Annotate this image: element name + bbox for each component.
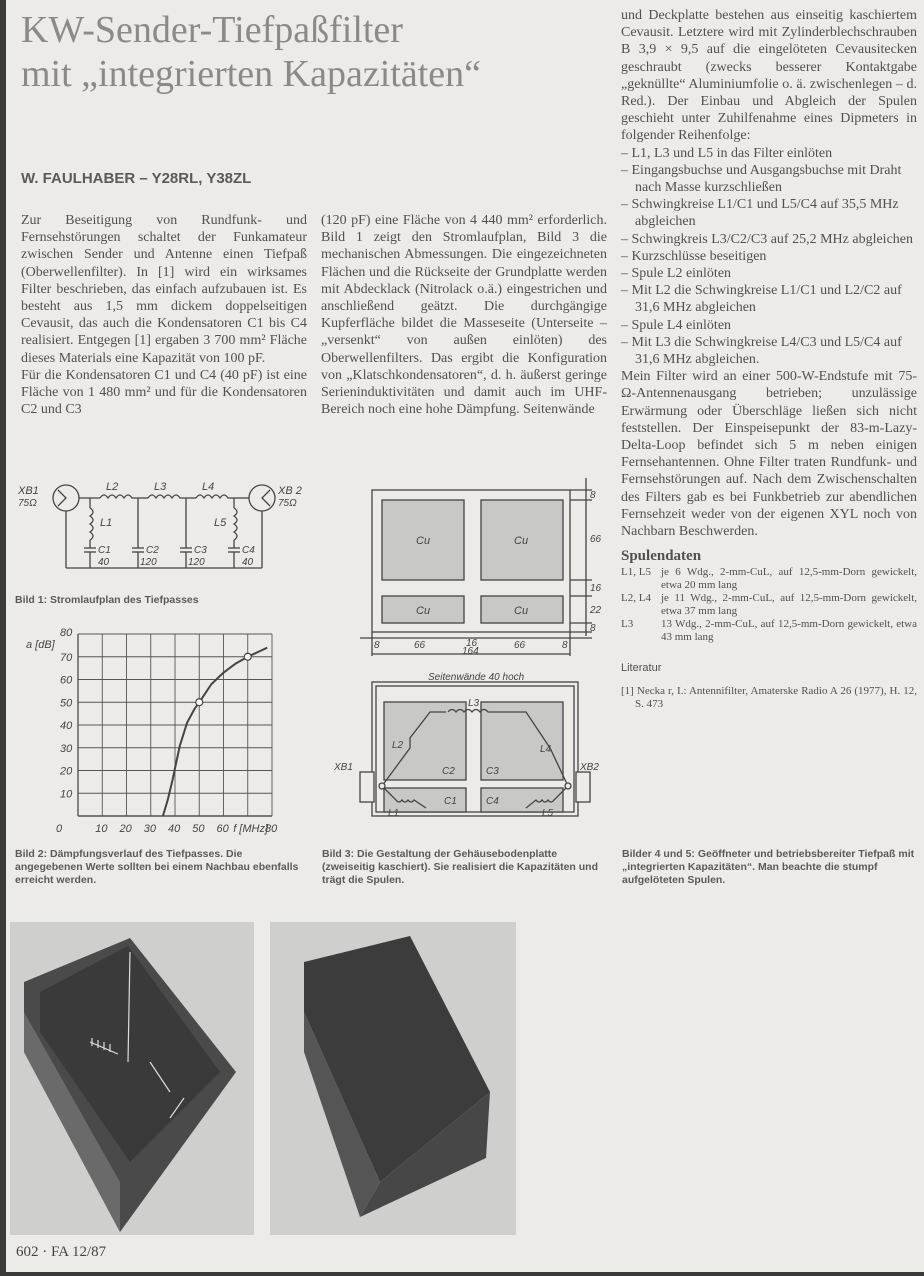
dim-label: 8 (562, 640, 568, 651)
coil-id: L2, L4 (621, 591, 651, 604)
dim-label: 16 (590, 583, 602, 594)
coil-id: L3 (621, 617, 634, 630)
y-tick-label: 40 (60, 720, 73, 732)
data-point-marker (196, 699, 203, 706)
dim-label: 22 (590, 605, 602, 616)
list-item: – Spule L4 einlöten (621, 317, 917, 334)
xb1-label: XB1 (334, 762, 353, 773)
text-column-3 (621, 7, 917, 711)
c3-value: 120 (188, 557, 205, 568)
coil-spec-row (621, 618, 917, 644)
y-tick-label: 70 (60, 651, 73, 664)
coil-l5 (234, 508, 237, 540)
sidewall-label: Seitenwände 40 hoch (428, 672, 525, 683)
xb1-impedance: 75Ω (18, 498, 37, 509)
x-tick-label: 30 (143, 823, 156, 835)
coil-l1 (90, 508, 93, 540)
cu-label: Cu (416, 605, 431, 617)
c4-label: C4 (242, 545, 255, 556)
coil-spec: je 11 Wdg., 2-mm-CuL, auf 12,5-mm-Dorn gewickelt, etwa 37 mm lang (661, 591, 917, 617)
list-item: – Schwingkreise L1/C1 und L5/C4 auf 35,5 MHz abgleichen (621, 196, 917, 230)
open-box-image (10, 922, 254, 1235)
paragraph: Mein Filter wird an einer 500-W-Endstufe mit 75-Ω-Antennenausgang betrieben; unzulässige Erwärmung oder Überschläge ließen sich nicht feststellen. Der Einspeisepunkt der 83-m-Lazy-Delta-Loop befindet sich 5 m neben einigen Fernsehantennen. Ohne Filter traten Rundfunk- und Fernsehstörungen auf. Nach dem Zwischenschalten des Filters gab es bei Funkbetrieb zur abendlichen Fernsehzeit weder von der eigenen XYL noch von Nachbarn Beschwerden. (621, 369, 917, 540)
bild3-caption: Bild 3: Die Gestaltung der Gehäusebodenplatte (zweiseitig kaschiert). Sie realisiert die Kapazitäten und trägt die Spulen. (322, 848, 599, 886)
l4-label: L4 (202, 481, 215, 493)
l5-label: L5 (542, 808, 554, 819)
text-column-2 (321, 212, 607, 418)
c3-label: C3 (486, 766, 499, 777)
y-tick-label: 10 (60, 788, 73, 801)
c2-label: C2 (442, 766, 455, 777)
c3-label: C3 (194, 545, 207, 556)
photo-closed-filter (270, 922, 516, 1235)
dim-label: 66 (514, 640, 526, 651)
x-tick-label: 10 (95, 823, 108, 835)
closed-box-image (270, 922, 516, 1235)
dim-label: 8 (374, 640, 380, 651)
board-layout-drawing (330, 476, 620, 656)
l4-label: L4 (540, 744, 552, 755)
dim-label: 164 (462, 646, 479, 656)
c1-label: C1 (98, 545, 111, 556)
y-axis-label: a [dB] (26, 639, 55, 651)
coil-id: L1, L5 (621, 565, 651, 578)
l2-label: L2 (106, 481, 119, 493)
l1-label: L1 (100, 517, 113, 529)
literatur-heading: Literatur (621, 661, 662, 674)
list-item: – Mit L2 die Schwingkreise L1/C1 und L2/C2 auf 31,6 MHz abgleichen (621, 282, 917, 316)
board-assembly-drawing (330, 668, 620, 828)
c2-label: C2 (146, 545, 159, 556)
xb2-impedance: 75Ω (278, 498, 297, 509)
xb1-label: XB1 (18, 485, 39, 497)
page-footer: 602 · FA 12/87 (16, 1244, 107, 1260)
bild45-caption: Bilder 4 und 5: Geöffneter und betriebsbereiter Tiefpaß mit „integrierten Kapazitäten“. Man beachte die stumpf aufgelöteten Spulen. (622, 848, 915, 886)
l3-label: L3 (154, 481, 167, 493)
y-tick-label: 50 (60, 697, 73, 710)
list-item: – Eingangsbuchse und Ausgangsbuchse mit Draht nach Masse kurzschließen (621, 162, 917, 196)
c2-value: 120 (140, 557, 157, 568)
x-tick-label: 50 (192, 823, 205, 835)
photo-open-filter (10, 922, 254, 1235)
title-line-1: KW-Sender-Tiefpaßfilter (21, 9, 403, 51)
bild1-caption: Bild 1: Stromlaufplan des Tiefpasses (15, 594, 199, 606)
c4-value: 40 (242, 557, 254, 568)
x-tick-label: 60 (216, 823, 229, 835)
data-point-marker (244, 653, 251, 660)
cu-label: Cu (514, 535, 529, 547)
list-item: – Spule L2 einlöten (621, 265, 917, 282)
coil-l4 (196, 495, 234, 498)
article-title (21, 8, 481, 96)
dim-label: 66 (590, 534, 602, 545)
y-tick-label: 60 (60, 674, 73, 687)
dim-label: 8 (590, 490, 596, 501)
l1-label: L1 (388, 808, 400, 819)
attenuation-curve (163, 648, 267, 816)
list-item: – Mit L3 die Schwingkreise L4/C3 und L5/C4 auf 31,6 MHz abgleichen. (621, 334, 917, 368)
l5-label: L5 (214, 517, 227, 529)
procedure-list (621, 145, 917, 369)
y-tick-label: 80 (60, 627, 73, 639)
coil-spec: je 6 Wdg., 2-mm-CuL, auf 12,5-mm-Dorn gewickelt, etwa 20 mm lang (661, 565, 917, 591)
x-tick-label: 40 (168, 823, 181, 835)
literature-reference: [1] Necka r, I.: Antennifilter, Amaterske Radio A 26 (1977), H. 12, S. 473 (621, 684, 917, 710)
c4-label: C4 (486, 796, 499, 807)
coil-spec: 13 Wdg., 2-mm-CuL, auf 12,5-mm-Dorn gewickelt, etwa 43 mm lang (661, 617, 917, 643)
x-tick-label: 80 (265, 823, 278, 835)
dim-label: 16 (466, 638, 478, 649)
list-item: – L1, L3 und L5 in das Filter einlöten (621, 145, 917, 162)
y-tick-label: 30 (60, 742, 73, 755)
paragraph: Zur Beseitigung von Rundfunk- und Fernsehstörungen schaltet der Funkamateur zwischen Sender und Antenne einen Tiefpaß (Oberwellenfilter). In [1] wird ein wirksames Filter beschrieben, das einfach aufzubauen ist. Es besteht aus 1,5 mm dickem doppelseitigen Cevausit, das auch die Kondensatoren C1 bis C4 realisiert. Entgegen [1] ergaben 3 700 mm² Fläche dieses Materials eine Kapazität von 100 pF. (21, 213, 307, 366)
c1-label: C1 (444, 796, 457, 807)
spulendaten-heading: Spulendaten (621, 548, 702, 565)
paragraph: Für die Kondensatoren C1 und C4 (40 pF) ist eine Fläche von 1 480 mm² und für die Kondensatoren C2 und C3 (21, 367, 307, 418)
list-item: – Kurzschlüsse beseitigen (621, 248, 917, 265)
coil-l2 (100, 495, 142, 498)
cu-label: Cu (514, 605, 529, 617)
title-line-2: mit „integrierten Kapazitäten“ (21, 53, 481, 95)
magazine-page (6, 0, 924, 1272)
xb2-label: XB2 (580, 762, 599, 773)
l2-label: L2 (392, 740, 404, 751)
x-axis-label: f [MHz] (233, 823, 269, 835)
dim-label: 66 (414, 640, 426, 651)
text-column-1 (21, 212, 307, 418)
paragraph: (120 pF) eine Fläche von 4 440 mm² erforderlich. Bild 1 zeigt den Stromlaufplan, Bild 3 die mechanischen Abmessungen. Die eingezeichneten Flächen und die Rückseite der Grundplatte werden mit Abdecklack (Nitrolack o.ä.) eingestrichen und anschließend geätzt. Die durchgängige Kupferfläche bildet die Masseseite (Unterseite – „versenkt“ von außen einlöten) des Oberwellenfilters. Das ergibt die Konfiguration von „Klatschkondensatoren“, d. h. äußerst geringe Serieninduktivitäten und damit auch im UHF-Bereich noch eine hohe Dämpfung. Seitenwände (321, 213, 607, 418)
dim-label: 8 (590, 623, 596, 634)
xb2-label: XB 2 (278, 485, 302, 497)
c1-value: 40 (98, 557, 110, 568)
paragraph: und Deckplatte bestehen aus einseitig kaschiertem Cevausit. Letztere wird mit Zylinderblechschrauben B 3,9 × 9,5 auf die eingelöteten Cevausitecken geschraubt (zwecks besserer Kontaktgabe „geknüllte“ Aluminiumfolie o. ä. zwischenlegen – d. Red.). Der Einbau und Abgleich der Spulen geschieht unter Zuhilfenahme eines Dipmeters in folgender Reihenfolge: (621, 8, 917, 144)
x-tick-label: 0 (56, 823, 63, 835)
list-item: – Schwingkreis L3/C2/C3 auf 25,2 MHz abgleichen (621, 231, 917, 248)
coil-l3 (148, 495, 190, 498)
x-tick-label: 20 (119, 823, 132, 835)
bild2-caption: Bild 2: Dämpfungsverlauf des Tiefpasses. Die angegebenen Werte sollten bei einem Nachbau ebenfalls erreicht werden. (15, 848, 299, 886)
attenuation-chart (12, 620, 302, 840)
y-tick-label: 20 (60, 765, 73, 778)
coil-spec-row (621, 592, 917, 618)
l3-label: L3 (468, 698, 480, 709)
schematic-diagram (14, 478, 314, 578)
coil-spec-row (621, 566, 917, 592)
author-byline: W. FAULHABER – Y28RL, Y38ZL (21, 170, 252, 187)
cu-label: Cu (416, 535, 431, 547)
